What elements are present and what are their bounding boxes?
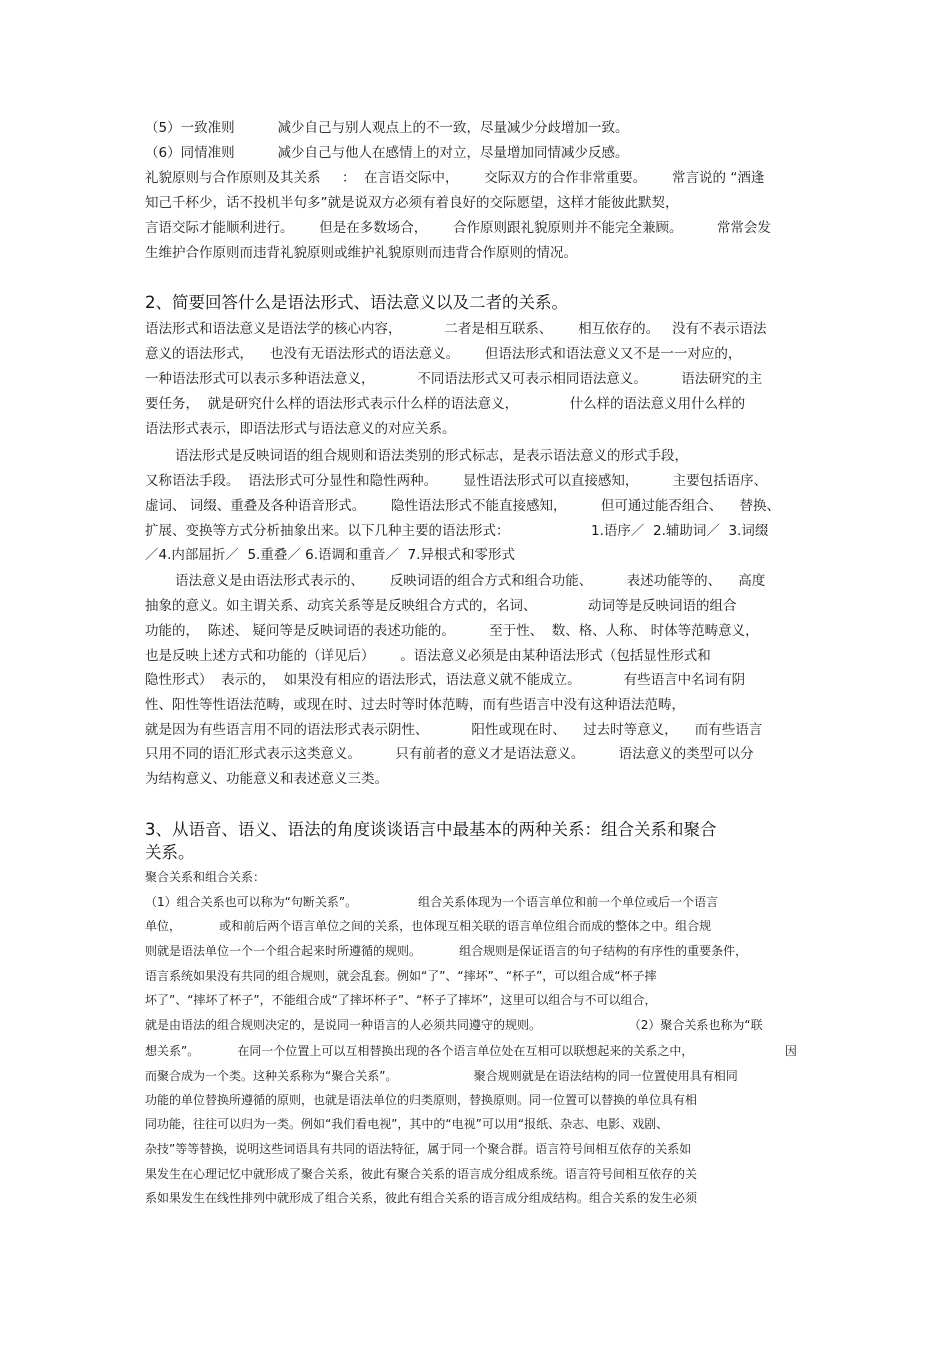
paragraph-line: 知己千杯少，话不投机半句多”就是说双方必须有着良好的交际愿望，这样才能彼此默契， xyxy=(145,195,679,211)
paragraph-line: （1）组合关系也可以称为“句断关系”。 组合关系体现为一个语言单位和前一个单位或后一个语言 xyxy=(145,895,719,909)
paragraph-line: 坏了”、“摔坏了杯子”，不能组合成“了摔坏杯子”、“杯子了摔坏”，这里可以组合与不可以组合， xyxy=(145,993,657,1007)
paragraph-line: 要任务， 就是研究什么样的语法形式表示什么样的语法意义， 什么样的语法意义用什么样的 xyxy=(145,396,746,412)
paragraph-line: 扩展、变换等方式分析抽象出来。以下几种主要的语法形式： 1.语序／ 2.辅助词／ 3.词缀 xyxy=(145,523,769,539)
paragraph-line: 就是由语法的组合规则决定的，是说同一种语言的人必须共同遵守的规则。 （2）聚合关系也称为“联 xyxy=(145,1018,763,1032)
question-2-heading: 2、简要回答什么是语法形式、语法意义以及二者的关系。 xyxy=(145,293,568,312)
paragraph-line: 单位， 或和前后两个语言单位之间的关系，也体现互相关联的语言单位组合而成的整体之中。组合规 xyxy=(145,919,712,933)
paragraph-line: 意义的语法形式， 也没有无语法形式的语法意义。 但语法形式和语法意义又不是一一对应的， xyxy=(145,346,742,362)
paragraph-line: 语法意义是由语法形式表示的、 反映词语的组合方式和组合功能、 表述功能等的、 高度 xyxy=(145,573,766,589)
paragraph-line: 生维护合作原则而违背礼貌原则或维护礼貌原则而违背合作原则的情况。 xyxy=(145,245,577,261)
paragraph-line: 语法形式是反映词语的组合规则和语法类别的形式标志，是表示语法意义的形式手段， xyxy=(145,448,689,464)
consistency-maxim-line: （5）一致准则 减少自己与别人观点上的不一致，尽量减少分歧增加一致。 xyxy=(145,120,629,136)
question-3-heading-cont: 关系。 xyxy=(145,843,195,862)
question-3-heading: 3、从语音、语义、语法的角度谈谈语言中最基本的两种关系：组合关系和聚合 xyxy=(145,820,717,839)
paragraph-line: 言语交际才能顺利进行。 但是在多数场合， 合作原则跟礼貌原则并不能完全兼顾。 常常会发 xyxy=(145,220,771,236)
paragraph-line: 虚词、 词缀、重叠及各种语音形式。 隐性语法形式不能直接感知， 但可通过能否组合、 替换、 xyxy=(145,498,781,514)
paragraph-line: 功能的单位替换所遵循的原则，也就是语法单位的归类原则，替换原则。同一位置可以替换的单位具有相 xyxy=(145,1093,698,1107)
paragraph-line: 抽象的意义。如主谓关系、动宾关系等是反映组合方式的，名词、 动词等是反映词语的组合 xyxy=(145,598,737,614)
paragraph-line: ／4.内部屈折／ 5.重叠／ 6.语调和重音／ 7.异根式和零形式 xyxy=(145,547,515,563)
paragraph-line: 礼貌原则与合作原则及其关系 ： 在言语交际中， 交际双方的合作非常重要。 常言说的 “酒逢 xyxy=(145,170,765,186)
paragraph-line: 同功能，往往可以归为一类。例如“我们看电视”，其中的“电视”可以用“报纸、杂志、电影、戏剧、 xyxy=(145,1117,669,1131)
paragraph-line: 语法形式和语法意义是语法学的核心内容， 二者是相互联系、 相互依存的。 没有不表示语法 xyxy=(145,321,767,337)
paragraph-line: 而聚合成为一个类。这种关系称为“聚合关系”。 聚合规则就是在语法结构的同一位置使用具有相同 xyxy=(145,1069,738,1083)
paragraph-line: 一种语法形式可以表示多种语法意义， 不同语法形式又可表示相同语法意义。 语法研究的主 xyxy=(145,371,763,387)
paragraph-line: 则就是语法单位一个一个组合起来时所遵循的规则。 组合规则是保证语言的句子结构的有序性的重要条件， xyxy=(145,944,748,958)
paragraph-line: 就是因为有些语言用不同的语法形式表示阴性、 阳性或现在时、 过去时等意义， 而有些语言 xyxy=(145,722,763,738)
sympathy-maxim-line: （6）同情准则 减少自己与他人在感情上的对立，尽量增加同情减少反感。 xyxy=(145,145,629,161)
paragraph-line: 只用不同的语汇形式表示这类意义。 只有前者的意义才是语法意义。 语法意义的类型可以分 xyxy=(145,746,754,762)
paragraph-line: 想关系”。 在同一个位置上可以互相替换出现的各个语言单位处在互相可以联想起来的关系之中， 因 xyxy=(145,1044,797,1058)
paragraph-line: 语言系统如果没有共同的组合规则，就会乱套。例如“了”、“摔坏”、“杯子”，可以组合成“杯子摔 xyxy=(145,969,657,983)
paragraph-line: 功能的， 陈述、 疑问等是反映词语的表述功能的。 至于性、 数、格、人称、 时体等范畴意义， xyxy=(145,623,759,639)
paragraph-line: 聚合关系和组合关系： xyxy=(145,870,266,884)
paragraph-line: 系如果发生在线性排列中就形成了组合关系，彼此有组合关系的语言成分组成结构。组合关系的发生必须 xyxy=(145,1191,698,1205)
paragraph-line: 又称语法手段。 语法形式可分显性和隐性两种。 显性语法形式可以直接感知， 主要包括语序、 xyxy=(145,473,768,489)
paragraph-line: 为结构意义、功能意义和表述意义三类。 xyxy=(145,771,388,787)
paragraph-line: 果发生在心理记忆中就形成了聚合关系，彼此有聚合关系的语言成分组成系统。语言符号间相互依存的关 xyxy=(145,1167,698,1181)
paragraph-line: 语法形式表示，即语法形式与语法意义的对应关系。 xyxy=(145,421,456,437)
paragraph-line: 性、阳性等性语法范畴，或现在时、过去时等时体范畴，而有些语言中没有这种语法范畴， xyxy=(145,697,685,713)
paragraph-line: 隐性形式） 表示的， 如果没有相应的语法形式，语法意义就不能成立。 有些语言中名词有阴 xyxy=(145,672,746,688)
paragraph-line: 也是反映上述方式和功能的（详见后） 。语法意义必须是由某种语法形式（包括显性形式和 xyxy=(145,648,711,664)
paragraph-line: 杂技”等等替换，说明这些词语具有共同的语法特征，属于同一个聚合群。语言符号间相互依存的关系如 xyxy=(145,1142,692,1156)
